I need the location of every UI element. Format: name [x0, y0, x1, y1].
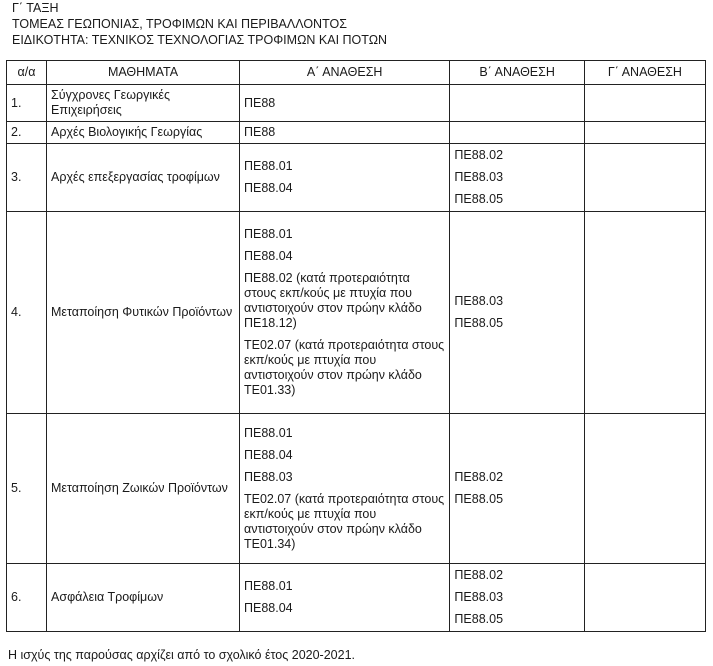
- assignment-entry: ΠΕ88.03: [243, 469, 293, 484]
- header-second-assignment: Β΄ ΑΝΑΘΕΣΗ: [450, 61, 584, 85]
- second-assignment-cell: [450, 144, 584, 212]
- assignment-entry: ΠΕ88.04: [243, 447, 293, 462]
- table-body: [7, 85, 706, 632]
- assignment-entry: ΠΕ88.02: [454, 148, 504, 162]
- table-row: [7, 414, 706, 564]
- first-assignment-cell: [239, 122, 449, 144]
- third-assignment-cell: [584, 85, 705, 122]
- row-number: 6.: [7, 564, 47, 632]
- row-number: 4.: [7, 212, 47, 414]
- document-header: [12, 0, 387, 48]
- assignment-entry: ΠΕ88.05: [454, 192, 504, 206]
- first-assignment-cell: [239, 212, 449, 414]
- third-assignment-cell: [584, 564, 705, 632]
- assignment-entry: ΠΕ88.03: [454, 590, 504, 604]
- assignment-entry: ΠΕ88.02: [454, 470, 504, 484]
- third-assignment-cell: [584, 414, 705, 564]
- subject-name: Μεταποίηση Ζωικών Προϊόντων: [47, 414, 240, 564]
- header-third-assignment: Γ΄ ΑΝΑΘΕΣΗ: [584, 61, 705, 85]
- assignment-entry: ΠΕ88.02: [454, 568, 504, 582]
- assignment-entry: ΠΕ88.04: [243, 181, 293, 195]
- assignment-entry: ΠΕ88.01: [243, 579, 293, 593]
- assignment-entry: ΤΕ02.07 (κατά προτεραιότητα στους εκπ/κούς με πτυχία που αντιστοιχούν στον πρώην κλάδο ΤΕ01.34): [243, 491, 445, 551]
- subject-name: Μεταποίηση Φυτικών Προϊόντων: [47, 212, 240, 414]
- first-assignment-cell: [239, 85, 449, 122]
- subject-name: Σύγχρονες Γεωργικές Επιχειρήσεις: [47, 85, 240, 122]
- table-row: [7, 144, 706, 212]
- second-assignment-cell: [450, 564, 584, 632]
- assignment-table: [6, 60, 706, 632]
- table-row: [7, 564, 706, 632]
- second-assignment-cell: [450, 212, 584, 414]
- second-assignment-cell: [450, 122, 584, 144]
- row-number: 3.: [7, 144, 47, 212]
- first-assignment-cell: [239, 414, 449, 564]
- row-number: 5.: [7, 414, 47, 564]
- row-number: 1.: [7, 85, 47, 122]
- subject-name: Ασφάλεια Τροφίμων: [47, 564, 240, 632]
- assignment-entry: ΠΕ88.04: [243, 601, 293, 615]
- first-assignment-cell: [239, 564, 449, 632]
- assignment-entry: ΠΕ88.04: [243, 249, 293, 263]
- assignment-entry: ΤΕ02.07 (κατά προτεραιότητα στους εκπ/κούς με πτυχία που αντιστοιχούν στον πρώην κλάδο ΤΕ01.33): [243, 338, 445, 397]
- assignment-entry: ΠΕ88.03: [454, 170, 504, 184]
- assignment-entry: ΠΕ88: [243, 125, 276, 139]
- table-row: [7, 212, 706, 414]
- third-assignment-cell: [584, 122, 705, 144]
- subject-name: Αρχές επεξεργασίας τροφίμων: [47, 144, 240, 212]
- assignment-entry: ΠΕ88.05: [454, 316, 504, 330]
- third-assignment-cell: [584, 144, 705, 212]
- class-title: Γ΄ ΤΑΞΗ: [12, 1, 59, 15]
- assignment-entry: ΠΕ88.05: [454, 612, 504, 626]
- table-row: [7, 85, 706, 122]
- header-first-assignment: Α΄ ΑΝΑΘΕΣΗ: [239, 61, 449, 85]
- first-assignment-cell: [239, 144, 449, 212]
- row-number: 2.: [7, 122, 47, 144]
- footer-note: Η ισχύς της παρούσας αρχίζει από το σχολικό έτος 2020-2021.: [8, 648, 355, 662]
- assignment-entry: ΠΕ88.02 (κατά προτεραιότητα στους εκπ/κούς με πτυχία που αντιστοιχούν στον πρώην κλάδο ΠΕ18.12): [243, 271, 422, 330]
- assignment-entry: ΠΕ88.01: [243, 425, 293, 440]
- assignment-entry: ΠΕ88.01: [243, 159, 293, 173]
- second-assignment-cell: [450, 85, 584, 122]
- third-assignment-cell: [584, 212, 705, 414]
- table-header-row: [7, 61, 706, 85]
- header-number: α/α: [7, 61, 47, 85]
- table-row: [7, 122, 706, 144]
- assignment-entry: ΠΕ88.05: [454, 492, 504, 506]
- assignment-entry: ΠΕ88.03: [454, 294, 504, 308]
- second-assignment-cell: [450, 414, 584, 564]
- header-subjects: ΜΑΘΗΜΑΤΑ: [47, 61, 240, 85]
- specialty-title: ΕΙΔΙΚΟΤΗΤΑ: ΤΕΧΝΙΚΟΣ ΤΕΧΝΟΛΟΓΙΑΣ ΤΡΟΦΙΜΩΝ ΚΑΙ ΠΟΤΩΝ: [12, 33, 388, 47]
- sector-title: ΤΟΜΕΑΣ ΓΕΩΠΟΝΙΑΣ, ΤΡΟΦΙΜΩΝ ΚΑΙ ΠΕΡΙΒΑΛΛΟΝΤΟΣ: [12, 17, 347, 31]
- subject-name: Αρχές Βιολογικής Γεωργίας: [47, 122, 240, 144]
- assignment-entry: ΠΕ88: [243, 95, 276, 110]
- assignment-entry: ΠΕ88.01: [243, 227, 293, 241]
